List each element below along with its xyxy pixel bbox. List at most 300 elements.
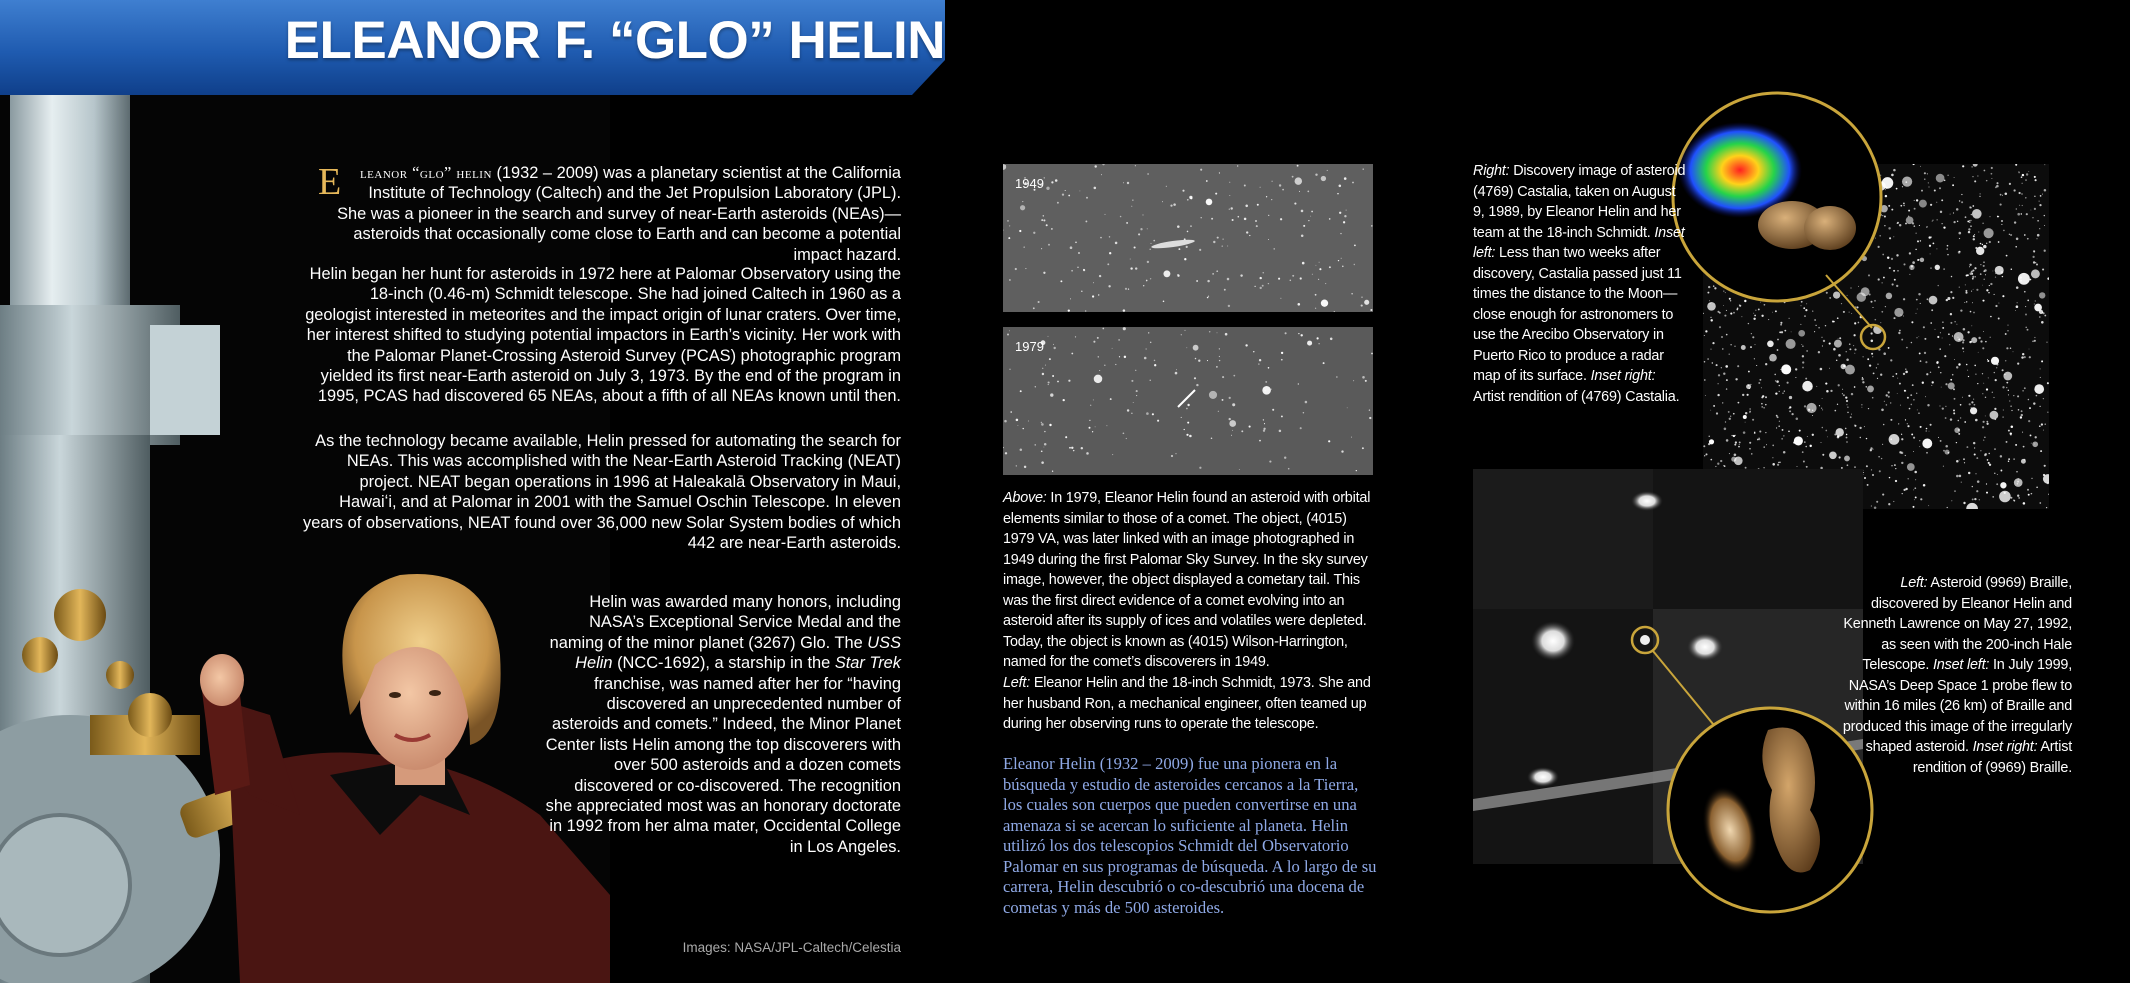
- star: [2008, 458, 2010, 460]
- star: [2019, 192, 2021, 194]
- star: [1900, 405, 1901, 406]
- star: [1878, 456, 1879, 457]
- star: [2027, 489, 2029, 491]
- star: [1710, 410, 1711, 411]
- star: [1806, 466, 1808, 468]
- star: [2008, 430, 2010, 432]
- star: [1929, 431, 1930, 432]
- star: [1279, 184, 1281, 186]
- star: [1098, 356, 1099, 357]
- star: [2002, 369, 2004, 371]
- star: [1765, 396, 1767, 398]
- star: [1259, 359, 1261, 361]
- star: [2002, 416, 2003, 417]
- star: [1978, 337, 1980, 339]
- star: [2014, 500, 2016, 502]
- star: [1726, 379, 1728, 381]
- star: [1961, 201, 1963, 203]
- star: [2021, 414, 2023, 416]
- star: [1910, 394, 1912, 396]
- star: [2018, 273, 2030, 285]
- caption-braille: [1840, 573, 2072, 778]
- star: [1181, 417, 1182, 418]
- star: [1715, 466, 1716, 467]
- star: [1775, 392, 1777, 394]
- star: [1956, 324, 1957, 325]
- star: [1292, 275, 1294, 277]
- star: [2006, 255, 2008, 257]
- star: [1281, 352, 1283, 354]
- star: [1822, 409, 1823, 410]
- star: [1788, 431, 1790, 433]
- star: [1969, 220, 1970, 221]
- star: [1950, 214, 1951, 215]
- star: [1974, 453, 1976, 455]
- star: [1015, 268, 1017, 270]
- star: [1260, 287, 1262, 289]
- star: [1791, 413, 1793, 415]
- star: [1303, 412, 1304, 413]
- star: [1153, 240, 1155, 242]
- star: [1704, 379, 1706, 381]
- star: [2042, 194, 2043, 195]
- star: [1896, 373, 1898, 375]
- star: [1959, 238, 1960, 239]
- star: [1851, 393, 1853, 395]
- star: [1341, 258, 1342, 259]
- star: [2027, 329, 2029, 331]
- star: [1734, 454, 1737, 457]
- star: [1975, 276, 1976, 277]
- star: [1109, 236, 1110, 237]
- star: [1965, 290, 1967, 292]
- star: [2000, 194, 2002, 196]
- star: [1238, 216, 1240, 218]
- star: [2039, 204, 2041, 206]
- star: [1996, 483, 1998, 485]
- star: [1315, 265, 1316, 266]
- star: [1041, 248, 1042, 249]
- star: [1988, 462, 1990, 464]
- star: [1795, 368, 1797, 370]
- star: [1341, 450, 1343, 452]
- star: [1312, 274, 1313, 275]
- star: [1268, 283, 1269, 284]
- star: [1962, 165, 1964, 167]
- star: [1280, 298, 1281, 299]
- star: [1025, 268, 1026, 269]
- star: [1956, 460, 1959, 463]
- star: [2021, 213, 2022, 214]
- star: [1716, 412, 1718, 414]
- star: [1950, 291, 1952, 293]
- star: [1130, 267, 1132, 269]
- star: [1051, 228, 1053, 230]
- star: [1945, 445, 1948, 448]
- star: [1953, 412, 1955, 414]
- star: [1865, 386, 1867, 388]
- star: [1886, 394, 1888, 396]
- star: [1931, 385, 1932, 386]
- star: [1157, 420, 1159, 422]
- star: [1092, 431, 1093, 432]
- star: [1361, 305, 1363, 307]
- star: [1237, 165, 1238, 166]
- star: [1134, 246, 1136, 248]
- star: [2011, 410, 2012, 411]
- star: [1946, 248, 1948, 250]
- star: [2044, 225, 2045, 226]
- star: [1977, 175, 1978, 176]
- star: [1871, 506, 1872, 507]
- star: [1142, 214, 1143, 215]
- star: [1945, 406, 1946, 407]
- star: [1193, 345, 1199, 351]
- star: [1229, 182, 1230, 183]
- star: [1149, 248, 1151, 250]
- star: [1042, 368, 1043, 369]
- star: [1271, 199, 1272, 200]
- star: [1926, 428, 1928, 430]
- star: [1926, 430, 1927, 431]
- star: [1200, 169, 1202, 171]
- star: [1282, 189, 1284, 191]
- star: [1956, 366, 1958, 368]
- star: [1998, 303, 1999, 304]
- star: [1319, 262, 1320, 263]
- star: [2007, 330, 2008, 331]
- star: [1942, 321, 1944, 323]
- star: [1187, 199, 1189, 201]
- star: [2031, 443, 2032, 444]
- star: [1068, 309, 1070, 311]
- star: [1964, 302, 1965, 303]
- star: [1140, 228, 1142, 230]
- star: [1961, 482, 1962, 483]
- star: [1249, 426, 1251, 428]
- star: [1907, 478, 1908, 479]
- star: [1351, 293, 1352, 294]
- star: [1930, 424, 1932, 426]
- star: [1101, 174, 1102, 175]
- star: [1907, 463, 1915, 471]
- star: [2021, 193, 2022, 194]
- star: [1219, 356, 1220, 357]
- star: [1147, 173, 1149, 175]
- star: [1862, 377, 1863, 378]
- star: [1089, 420, 1090, 421]
- star: [1041, 461, 1044, 464]
- star: [1765, 363, 1767, 365]
- star: [1009, 225, 1010, 226]
- star: [1980, 340, 1982, 342]
- star: [1780, 369, 1781, 370]
- star: [1147, 228, 1148, 229]
- star: [1042, 373, 1044, 375]
- star: [1949, 344, 1950, 345]
- star: [2000, 204, 2002, 206]
- star: [1972, 278, 1974, 280]
- star: [1190, 197, 1192, 199]
- star: [1224, 289, 1226, 291]
- star: [1888, 396, 1890, 398]
- star: [1964, 462, 1965, 463]
- caption-castalia: [1473, 161, 1688, 407]
- star: [1901, 438, 1903, 440]
- star: [1957, 221, 1958, 222]
- star: [1196, 384, 1198, 386]
- star: [1997, 474, 1998, 475]
- star: [1988, 292, 1989, 293]
- star: [1933, 243, 1935, 245]
- star: [1271, 181, 1272, 182]
- star: [1743, 415, 1747, 419]
- caption-left: [1003, 673, 1378, 735]
- star: [1903, 373, 1905, 375]
- star: [1962, 341, 1964, 343]
- star: [1907, 423, 1908, 424]
- star: [1847, 407, 1848, 408]
- star: [1864, 477, 1866, 479]
- star: [1729, 453, 1730, 454]
- star: [1996, 185, 1999, 188]
- star: [1928, 505, 1929, 506]
- star: [1973, 238, 1975, 240]
- star: [1749, 448, 1751, 450]
- star: [1782, 429, 1784, 431]
- star: [1079, 190, 1080, 191]
- star: [1952, 335, 1953, 336]
- star: [1041, 219, 1043, 221]
- star: [1739, 444, 1740, 445]
- star: [1982, 222, 1984, 224]
- caption-castalia-text-3: Artist rendition of (4769) Castalia.: [1473, 388, 1680, 405]
- star: [1975, 247, 1977, 249]
- star: [1953, 221, 1955, 223]
- star: [2009, 234, 2010, 235]
- star: [1310, 216, 1311, 217]
- star: [1171, 455, 1173, 457]
- star: [2047, 382, 2049, 384]
- star: [1004, 420, 1007, 423]
- honors-paragraph: [545, 592, 901, 857]
- star: [1125, 288, 1127, 290]
- star: [2022, 205, 2023, 206]
- star: [1829, 368, 1830, 369]
- star: [1976, 490, 1978, 492]
- star: [1913, 506, 1915, 508]
- star: [1969, 221, 1970, 222]
- star: [1989, 285, 1990, 286]
- star: [1989, 241, 1991, 243]
- star: [2008, 325, 2009, 326]
- star: [1329, 218, 1331, 220]
- star: [1244, 185, 1246, 187]
- star: [1959, 475, 1962, 478]
- star: [1947, 254, 1949, 256]
- star: [1199, 467, 1201, 469]
- star: [1369, 409, 1370, 410]
- star: [2015, 444, 2017, 446]
- star: [1986, 388, 1988, 390]
- star: [1847, 464, 1849, 466]
- star: [1945, 450, 1950, 455]
- star: [2022, 174, 2024, 176]
- star: [1356, 470, 1357, 471]
- star: [1966, 364, 1968, 366]
- star: [1733, 435, 1735, 437]
- star: [2034, 176, 2036, 178]
- star: [1222, 376, 1224, 378]
- star: [2028, 420, 2030, 422]
- star: [1081, 291, 1083, 293]
- star: [1260, 187, 1261, 188]
- star: [2006, 441, 2008, 443]
- star: [2044, 164, 2045, 165]
- star: [2031, 493, 2033, 495]
- star: [1229, 397, 1231, 399]
- star: [1879, 470, 1881, 472]
- honors-text-c: franchise, was named after her for “having discovered an unprecedented number of asteroids and comets.” Indeed, the Minor Planet Center lists Helin among the top discoverers with over 500 asteroids and a dozen comets discovered or co-discovered. The recognition she appreciated most was an honorary doctorate in 1992 from her alma mater, Occidental College in Los Angeles.: [545, 674, 901, 856]
- star: [1075, 241, 1077, 243]
- star: [1950, 418, 1952, 420]
- star: [1920, 426, 1922, 428]
- star: [1894, 464, 1896, 466]
- star: [2020, 416, 2022, 418]
- star: [1983, 265, 1985, 267]
- star: [2041, 360, 2043, 362]
- star: [1754, 432, 1755, 433]
- star: [2002, 386, 2004, 388]
- star: [1092, 295, 1094, 297]
- star: [1972, 486, 1973, 487]
- star: [1758, 438, 1760, 440]
- star: [1880, 374, 1882, 376]
- star: [1872, 449, 1873, 450]
- star: [1919, 440, 1920, 441]
- star: [1020, 449, 1023, 452]
- star: [1772, 445, 1774, 447]
- star: [2032, 256, 2034, 258]
- star: [1950, 379, 1952, 381]
- caption-left-text: Eleanor Helin and the 18-inch Schmidt, 1973. She and her husband Ron, a mechanical engineer, often teamed up during her observing runs to operate the telescope.: [1003, 675, 1371, 732]
- star: [1966, 301, 1967, 302]
- star: [1892, 376, 1894, 378]
- star: [1799, 430, 1801, 432]
- star: [1354, 245, 1356, 247]
- star: [1315, 173, 1317, 175]
- star: [1843, 394, 1845, 396]
- star: [1890, 438, 1892, 440]
- star: [1988, 377, 1989, 378]
- star: [2030, 210, 2031, 211]
- image-credit: Images: NASA/JPL-Caltech/Celestia: [682, 940, 901, 955]
- star: [1947, 245, 1949, 247]
- star: [1300, 334, 1302, 336]
- star: [1970, 311, 1972, 313]
- star: [1108, 285, 1110, 287]
- star: [1996, 363, 1998, 365]
- star: [1982, 300, 1984, 302]
- star: [2011, 426, 2014, 429]
- star: [1765, 432, 1766, 433]
- star: [1837, 436, 1840, 439]
- star: [1958, 251, 1961, 254]
- star: [2040, 406, 2041, 407]
- star: [1942, 338, 1943, 339]
- star: [1913, 489, 1914, 490]
- star: [1944, 355, 1946, 357]
- star: [2008, 460, 2009, 461]
- star: [2025, 327, 2026, 328]
- star: [2005, 360, 2006, 361]
- star: [1983, 245, 1987, 249]
- star: [1268, 367, 1270, 369]
- star: [1735, 378, 1737, 380]
- star: [1807, 436, 1808, 437]
- star: [1825, 430, 1827, 432]
- star: [1077, 267, 1078, 268]
- star: [1935, 329, 1936, 330]
- neat-paragraph: As the technology became available, Helin pressed for automating the search for NEAs. This was accomplished with the Near-Earth Asteroid Tracking (NEAT) project. NEAT began operations in 1996 at Haleakalā Observatory in Maui, Hawaiʻi, and at Palomar in 2001 with the Samuel Oschin Telescope. In eleven years of observations, NEAT found over 36,000 new Solar System bodies of which 442 are near-Earth asteroids.: [303, 432, 901, 553]
- star: [1982, 393, 1983, 394]
- star: [1325, 283, 1326, 284]
- star: [1948, 382, 1955, 389]
- caption-above-text: In 1979, Eleanor Helin found an asteroid with orbital elements similar to those of a comet. The object, (4015) 1979 VA, was later linked with an image photographed in 1949 during the first Palomar Sky Survey. In the sky survey image, however, the object displayed a cometary tail. This was the first direct evidence of a comet evolving into an asteroid after its supply of ices and volatiles were depleted. Today, the object is known as (4015) Wilson-Harrington, named for the comet’s discoverers in 1949.: [1003, 490, 1371, 670]
- sky-image-1949-label: 1949: [1015, 176, 1044, 191]
- star: [2040, 450, 2042, 452]
- caption-braille-lead-inset-right: Inset right:: [1972, 739, 2038, 755]
- star: [1935, 265, 1940, 270]
- star: [2030, 279, 2032, 281]
- star: [1110, 398, 1112, 400]
- star: [2018, 409, 2020, 411]
- star: [1958, 433, 1960, 435]
- star: [1216, 366, 1218, 368]
- star: [1959, 287, 1960, 288]
- star: [1033, 232, 1035, 234]
- star: [1902, 493, 1903, 494]
- star: [1208, 296, 1209, 297]
- star: [1994, 448, 1995, 449]
- intro-name: leanor “glo” helin: [359, 163, 492, 182]
- star: [2046, 342, 2047, 343]
- star: [1905, 369, 1906, 370]
- star: [1266, 196, 1267, 197]
- star: [1914, 471, 1917, 474]
- star: [1241, 430, 1243, 432]
- star: [1703, 445, 1705, 447]
- star: [1343, 221, 1345, 223]
- star: [1846, 441, 1847, 442]
- star: [1305, 401, 1308, 404]
- star: [1317, 337, 1319, 339]
- star: [1805, 378, 1807, 380]
- star: [1362, 376, 1365, 379]
- star: [1917, 409, 1918, 410]
- star: [2010, 348, 2011, 349]
- star: [1718, 383, 1719, 384]
- star: [1228, 305, 1230, 307]
- star: [1916, 393, 1917, 394]
- star: [1846, 437, 1848, 439]
- star: [1898, 423, 1899, 424]
- star: [1725, 421, 1726, 422]
- star: [1232, 430, 1233, 431]
- star: [1370, 309, 1372, 311]
- star: [1211, 218, 1213, 220]
- star: [1761, 403, 1763, 405]
